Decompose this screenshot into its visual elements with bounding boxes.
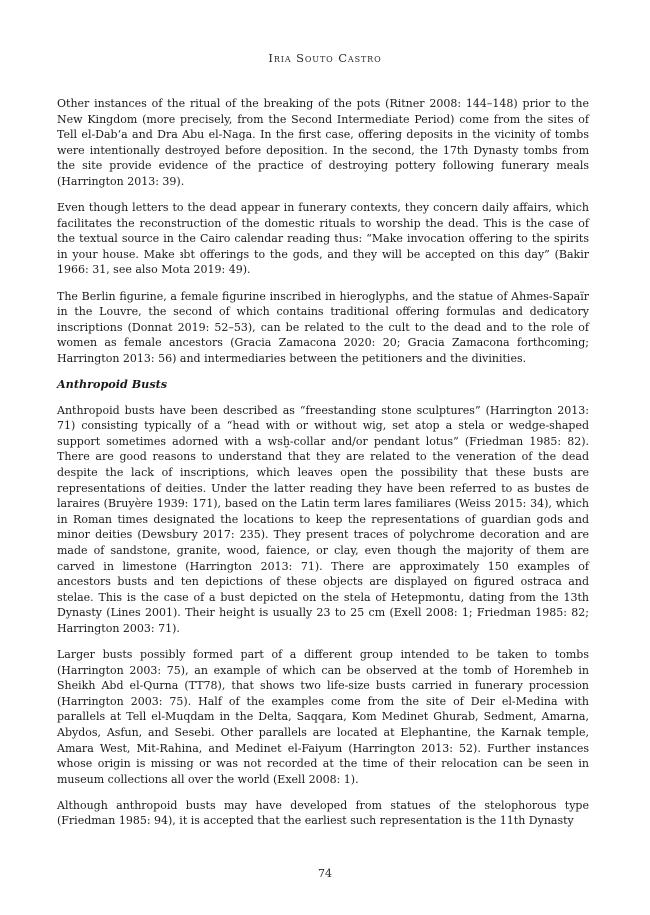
paragraph: Anthropoid busts have been described as “freestanding stone sculptures” (Harrington 2013: 71) consisting typically of a “head with or without wig, set atop a stela or wedge-shaped support sometimes adorned with a wsḫ-collar and/or pendant lotus” (Friedman 1985: 82). There are good reasons to understand that they are related to the veneration of the dead despite the lack of inscriptions, which leaves open the possibility that these busts are representations of deities. Under the latter reading they have been referred to as bustes de laraires (Bruyère 1939: 171), based on the Latin term lares familiares (Weiss 2015: 34), which in Roman times designated the locations to keep the representations of guardian gods and minor deities (Dewsbury 2017: 235). They present traces of polychrome decoration and are made of sandstone, granite, wood, faience, or clay, even though the majority of them are carved in limestone (Harrington 2013: 71). There are approximately 150 examples of ancestors busts and ten depictions of these objects are displayed on figured ostraca and stelae. This is the case of a bust depicted on the stela of Hetepmontu, dating from the 13th Dynasty (Lines 2001). Their height is usually 23 to 25 cm (Exell 2008: 1; Friedman 1985: 82; Harrington 2003: 71).: [57, 403, 589, 635]
paragraph: Even though letters to the dead appear in funerary contexts, they concern daily affairs, which facilitates the reconstruction of the domestic rituals to worship the dead. This is the case of the textual source in the Cairo calendar reading thus: “Make invocation offering to the spirits in your house. Make ꜣbt offerings to the gods, and they will be accepted on this day” (Bakir 1966: 31, see also Mota 2019: 49).: [57, 201, 589, 277]
section-heading: Anthropoid Busts: [57, 377, 168, 391]
body-text: [57, 96, 589, 840]
page-number: 74: [318, 867, 332, 880]
paragraph: Other instances of the ritual of the breaking of the pots (Ritner 2008: 144–148) prior to the New Kingdom (more precisely, from the Second Intermediate Period) come from the sites of Tell el-Dab‘a and Dra Abu el-Naga. In the first case, offering deposits in the vicinity of tombs were intentionally destroyed before deposition. In the second, the 17th Dynasty tombs from the site provide evidence of the practice of destroying pottery following funerary meals (Harrington 2013: 39).: [57, 97, 589, 188]
running-head: Iria Souto Castro: [268, 51, 382, 65]
paragraph: The Berlin figurine, a female figurine inscribed in hieroglyphs, and the statue of Ahmes-Sapaïr in the Louvre, the second of which contains traditional offering formulas and dedicatory inscriptions (Donnat 2019: 52–53), can be related to the cult to the dead and to the role of women as female ancestors (Gracia Zamacona 2020: 20; Gracia Zamacona forthcoming; Harrington 2013: 56) and intermediaries between the petitioners and the divinities.: [57, 289, 589, 365]
paragraph: Although anthropoid busts may have developed from statues of the stelophorous type (Friedman 1985: 94), it is accepted that the earliest such representation is the 11th Dynasty: [57, 798, 589, 828]
paragraph: Larger busts possibly formed part of a different group intended to be taken to tombs (Harrington 2003: 75), an example of which can be observed at the tomb of Horemheb in Sheikh Abd el-Qurna (TT78), that shows two life-size busts carried in funerary procession (Harrington 2003: 75). Half of the examples come from the site of Deir el-Medina with parallels at Tell el-Muqdam in the Delta, Saqqara, Kom Medinet Ghurab, Sedment, Amarna, Abydos, Asfun, and Sesebi. Other parallels are located at Elephantine, the Karnak temple, Amara West, Mit-Rahina, and Medinet el-Faiyum (Harrington 2013: 52). Further instances whose origin is missing or was not recorded at the time of their relocation can be seen in museum collections all over the world (Exell 2008: 1).: [57, 648, 589, 786]
